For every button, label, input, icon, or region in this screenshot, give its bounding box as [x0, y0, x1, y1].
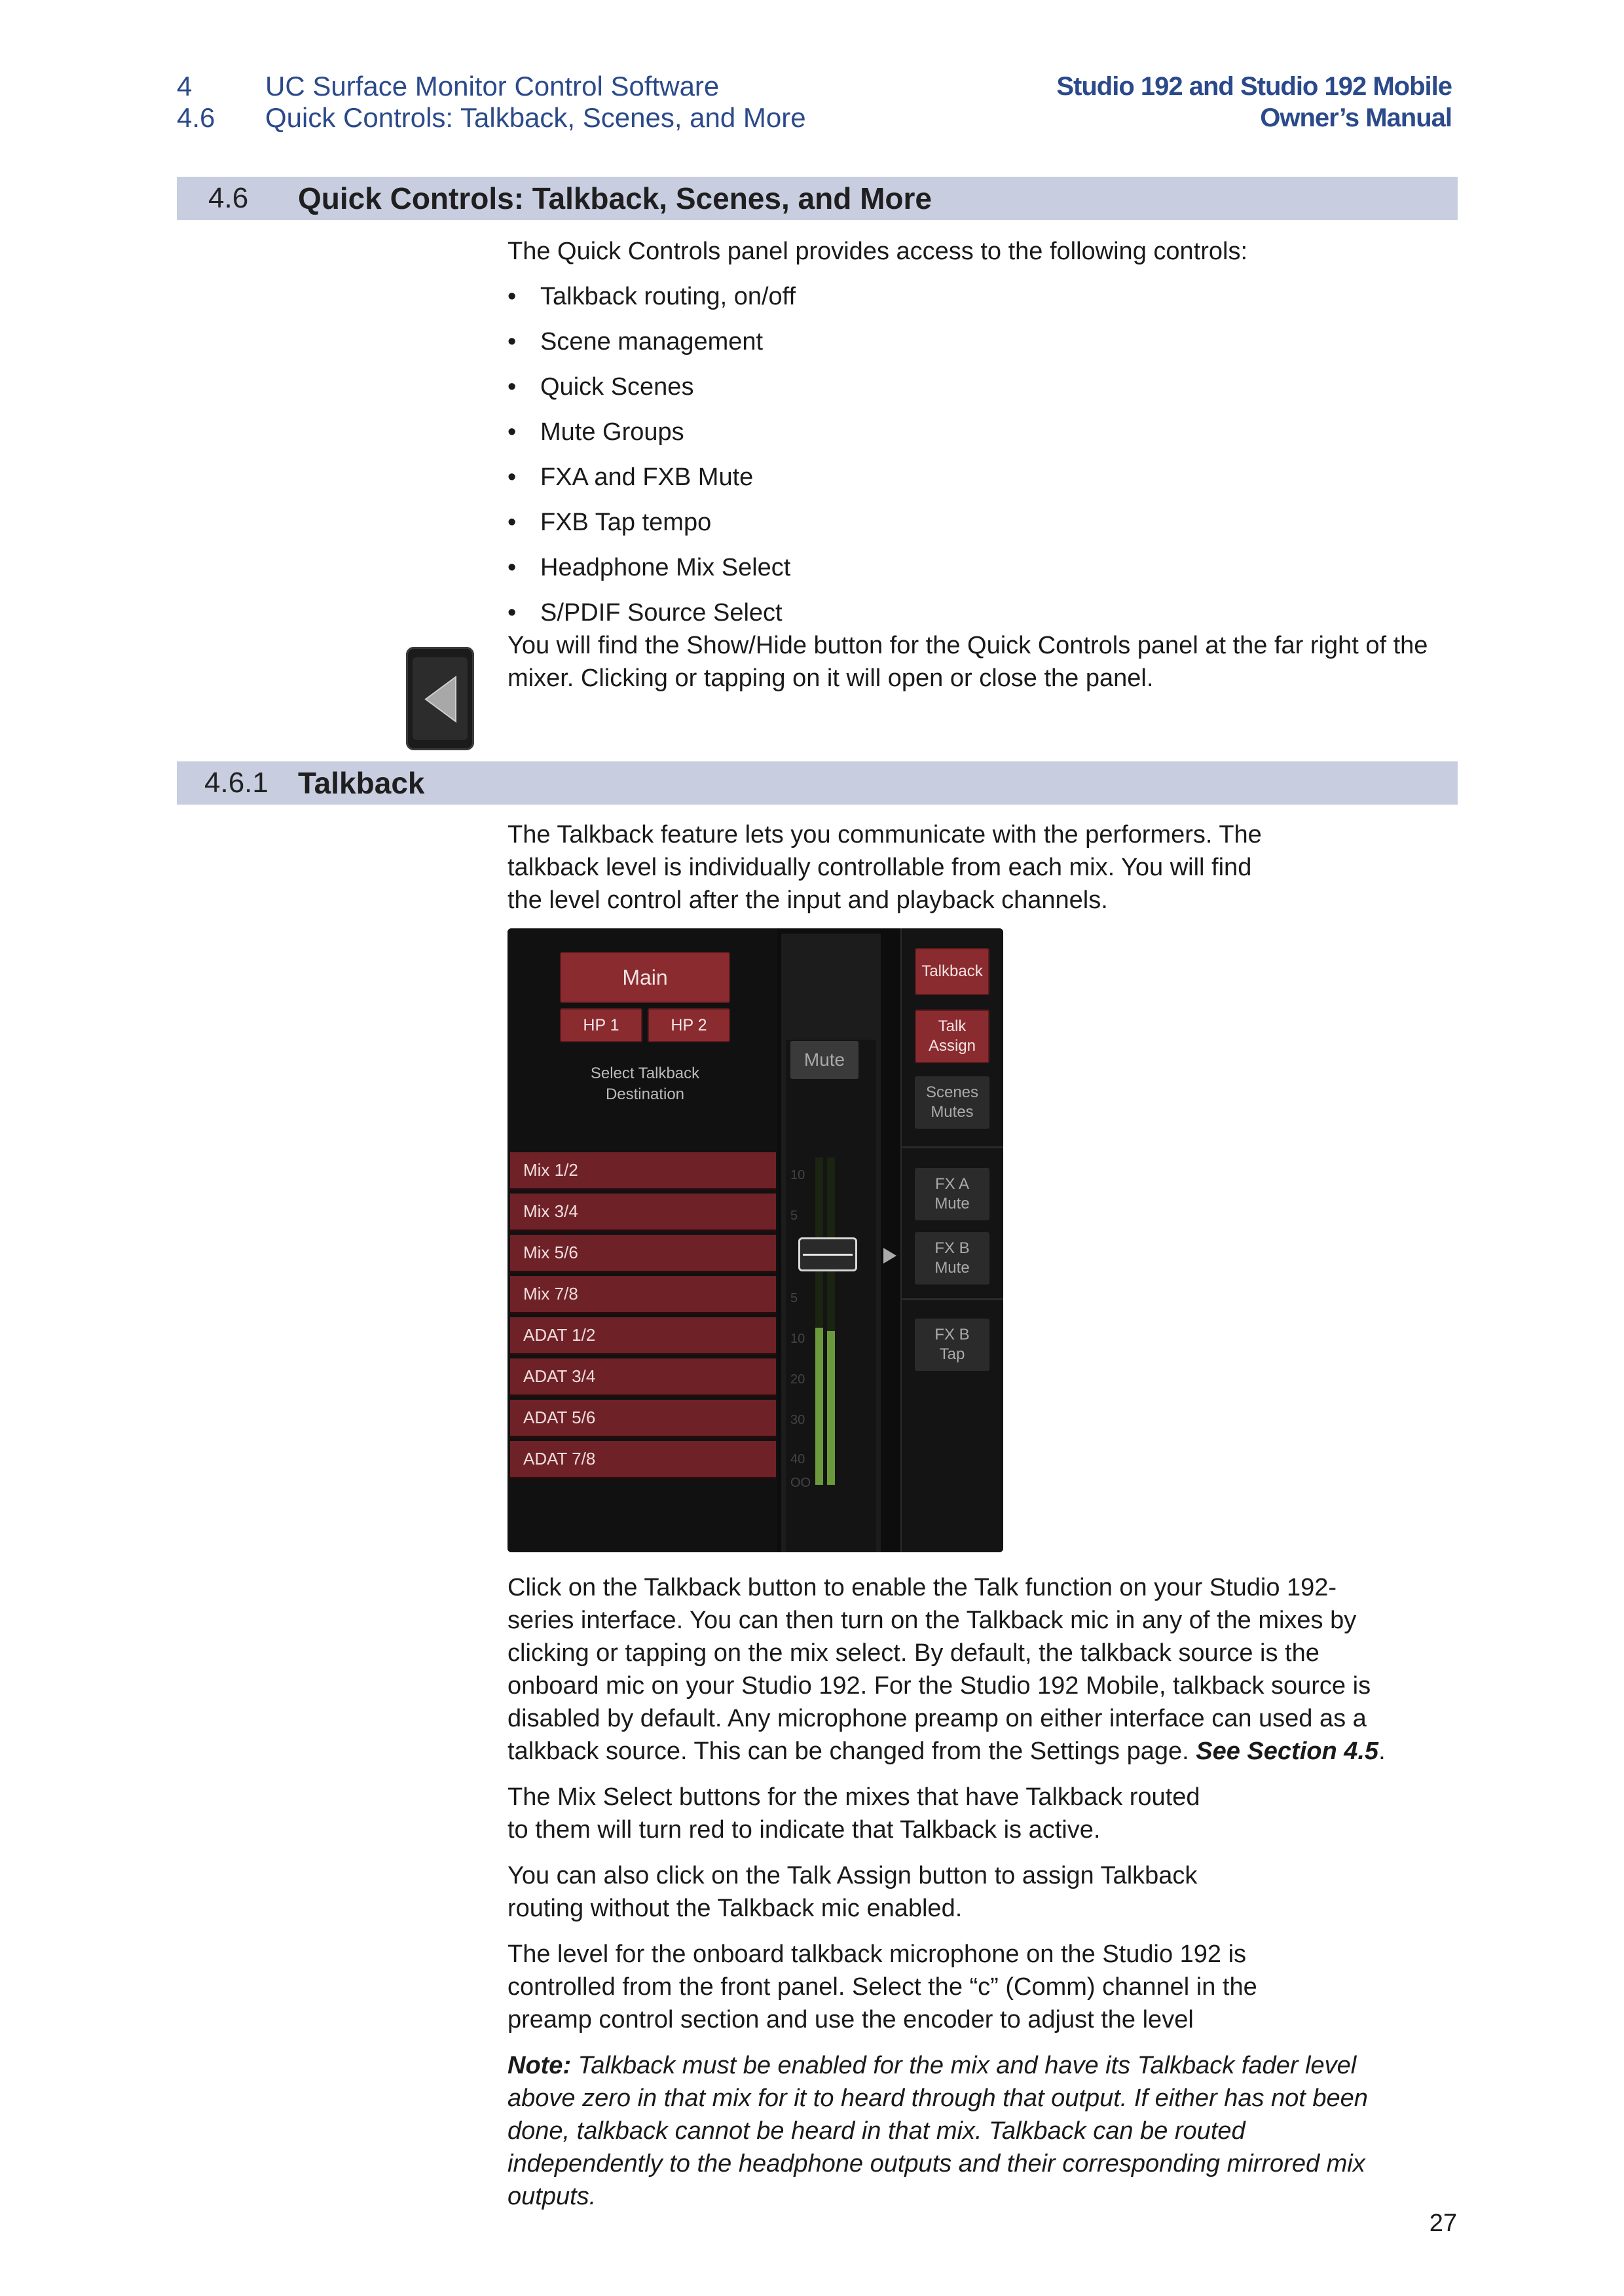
scale-label: 30 [790, 1413, 805, 1427]
section-heading-title: Quick Controls: Talkback, Scenes, and More [298, 181, 932, 215]
showhide-paragraph: You will find the Show/Hide button for the Quick Controls panel at the far right of the mixer. Clicking or tapping on it will open or close the panel. [507, 632, 1428, 692]
mix-select-button[interactable]: ADAT 3/4 [510, 1358, 776, 1396]
hp1-button[interactable]: HP 1 [560, 1008, 642, 1042]
subsection-heading-title: Talkback [298, 766, 425, 800]
running-header-right [1056, 71, 1452, 134]
show-hide-button[interactable] [406, 647, 474, 750]
list-item: • Headphone Mix Select [507, 551, 1464, 596]
scale-label: 5 [790, 1291, 798, 1305]
scale-label: OO [790, 1476, 811, 1490]
arrow-left-icon [423, 676, 457, 723]
paragraph: The level for the onboard talkback microphone on the Studio 192 is controlled from the front panel. Select the “c” (Comm) channel in the preamp control section and use the encoder to adjust the level [507, 1941, 1257, 2033]
subsection-heading-number: 4.6.1 [204, 767, 268, 799]
mix-select-button[interactable]: Mix 5/6 [510, 1235, 776, 1273]
running-header-left [177, 71, 806, 134]
talkback-body [507, 1571, 1398, 2226]
chapter-title: UC Surface Monitor Control Software [265, 71, 720, 101]
mix-select-button[interactable]: Mix 7/8 [510, 1276, 776, 1314]
paragraph: Click on the Talkback button to enable the Talk function on your Studio 192-series interface. You can then turn on the Talkback mic in any of the mixes by clicking or tapping on the mix select. By default, the talkback source is the onboard mic on your Studio 192. For the Studio 192 Mobile, talkback source is disabled by default. Any microphone preamp on either interface can used as a talkback source. This can be changed from the Settings page. See Section 4.5. [507, 1574, 1386, 1765]
mix-select-button[interactable]: ADAT 5/6 [510, 1400, 776, 1438]
arrow-right-icon[interactable] [882, 1247, 898, 1265]
quick-controls-screenshot [507, 928, 1003, 1552]
subsection-heading-bar [177, 761, 1458, 805]
scale-label: 40 [790, 1452, 805, 1467]
talk-assign-button[interactable]: Talk Assign [915, 1010, 989, 1063]
manual-subtitle: Owner’s Manual [1260, 103, 1452, 132]
mix-select-button[interactable]: ADAT 1/2 [510, 1317, 776, 1355]
list-item: • Talkback routing, on/off [507, 280, 1464, 325]
list-item: • FXA and FXB Mute [507, 461, 1464, 506]
list-item: • Mute Groups [507, 416, 1464, 461]
scale-label: 20 [790, 1372, 805, 1387]
mute-button[interactable]: Mute [790, 1041, 858, 1079]
manual-title: Studio 192 and Studio 192 Mobile [1056, 72, 1452, 101]
mix-select-button[interactable]: Mix 3/4 [510, 1194, 776, 1231]
select-talkback-label: Select Talkback Destination [590, 1065, 700, 1103]
page-number: 27 [1429, 2210, 1457, 2237]
section-heading-bar [177, 177, 1458, 220]
section-heading-number: 4.6 [208, 182, 249, 214]
paragraph: The Mix Select buttons for the mixes that have Talkback routed to them will turn red to indicate that Talkback is active. [507, 1783, 1200, 1844]
section-title: Quick Controls: Talkback, Scenes, and More [265, 102, 806, 133]
list-item: • S/PDIF Source Select [507, 596, 1464, 642]
list-item: • FXB Tap tempo [507, 506, 1464, 551]
chapter-number: 4 [177, 71, 193, 101]
note-paragraph: Note: Talkback must be enabled for the mix and have its Talkback fader level above zero in that mix for it to heard through that output. If either has not been done, talkback cannot be heard in that mix. Talkback can be routed independently to the headphone outputs and their corresponding mirrored mix outputs. [507, 2052, 1368, 2210]
scenes-mutes-button[interactable]: Scenes Mutes [915, 1076, 989, 1129]
main-button[interactable]: Main [560, 952, 730, 1003]
talkback-button[interactable]: Talkback [915, 948, 989, 995]
fxa-mute-button[interactable]: FX A Mute [915, 1168, 989, 1220]
section-reference-link[interactable]: See Section 4.5 [1196, 1738, 1379, 1765]
scale-label: 5 [790, 1209, 798, 1223]
scale-label: 10 [790, 1168, 805, 1182]
talkback-intro: The Talkback feature lets you communicate with the performers. The talkback level is individually controllable from each mix. You will find the level control after the input and playback channels. [507, 821, 1262, 914]
mix-select-button[interactable]: Mix 1/2 [510, 1152, 776, 1190]
level-meter-right [827, 1157, 835, 1485]
hp2-button[interactable]: HP 2 [648, 1008, 730, 1042]
scale-label: 10 [790, 1332, 805, 1346]
section-number: 4.6 [177, 102, 215, 133]
level-meter-left [815, 1157, 823, 1485]
fxb-mute-button[interactable]: FX B Mute [915, 1232, 989, 1285]
fxb-tap-button[interactable]: FX B Tap [915, 1319, 989, 1371]
talkback-fader-knob[interactable] [798, 1237, 857, 1271]
list-item: • Quick Scenes [507, 371, 1464, 416]
section-body [507, 235, 1464, 708]
controls-list [507, 280, 1464, 642]
mix-select-button[interactable]: ADAT 7/8 [510, 1441, 776, 1479]
list-item: • Scene management [507, 325, 1464, 371]
paragraph: You can also click on the Talk Assign button to assign Talkback routing without the Talkback mic enabled. [507, 1862, 1198, 1922]
section-intro: The Quick Controls panel provides access to the following controls: [507, 238, 1247, 265]
